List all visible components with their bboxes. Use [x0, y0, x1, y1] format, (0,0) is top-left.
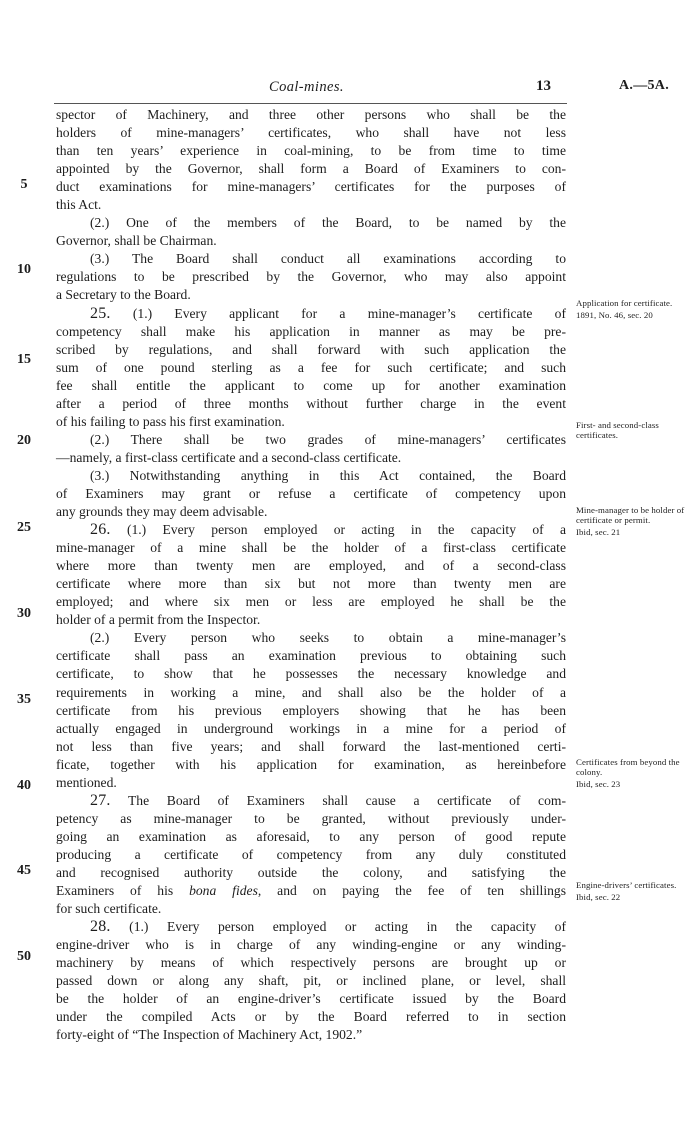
text-line: petency as mine-manager to be granted, without previously under-: [56, 810, 566, 826]
text-line: (2.) There shall be two grades of mine-managers’ certificates: [90, 431, 566, 447]
text-line: certificate where more than six but not more than twenty men are: [56, 576, 566, 592]
text-line: actually engaged in underground workings in a mine for a period of: [56, 720, 566, 736]
text-line: holders of mine-managers’ certificates, who shall have not less: [56, 125, 566, 141]
text-line: competency shall make his application in manner as may be pre-: [56, 323, 566, 339]
section-number: 28.: [90, 918, 111, 936]
margin-note-ref: Ibid, sec. 23: [576, 779, 621, 790]
section-26-line: [56, 521, 566, 539]
margin-note-title: Mine-manager to be holder of certificate or permit.: [576, 505, 685, 526]
text-line: (1.) Every applicant for a mine-manager’s certificate of: [132, 305, 566, 321]
page-number: 13: [536, 78, 551, 94]
text-line: certificate shall pass an examination previous to obtaining such: [56, 648, 566, 664]
text-line: producing a certificate of competency from any duly constituted: [56, 846, 566, 862]
line-number: 15: [17, 352, 31, 367]
line-number: 45: [17, 863, 31, 878]
text-line: (3.) The Board shall conduct all examinations according to: [90, 251, 566, 267]
text-line: duct examinations for mine-managers’ certificates for the purposes of: [56, 179, 566, 195]
text-line: mine-manager of a mine shall be the holder of a first-class certificate: [56, 540, 566, 556]
text-line: this Act.: [56, 197, 102, 213]
text-line: regulations to be prescribed by the Governor, who may also appoint: [56, 269, 566, 285]
text-line: than ten years’ experience in coal-mining, to be from time to time: [56, 143, 566, 159]
section-number: 27.: [90, 791, 111, 809]
text-line: spector of Machinery, and three other persons who shall be the: [56, 107, 566, 122]
text-line: mentioned.: [56, 774, 117, 790]
text-line: and recognised authority outside the colony, and satisfying the: [56, 864, 566, 880]
margin-note-title: Certificates from beyond the colony.: [576, 757, 680, 778]
line-number: 30: [17, 606, 31, 621]
text-line: requirements in working a mine, and shall also be the holder of a: [56, 684, 566, 700]
margin-note-engine-drivers: [576, 880, 696, 902]
text-line: (2.) Every person who seeks to obtain a mine-manager’s: [90, 630, 566, 646]
text-line: of his failing to pass his first examination.: [56, 413, 285, 429]
margin-note-ref: Ibid, sec. 22: [576, 892, 621, 903]
text-line: (1.) Every person employed or acting in the capacity of a: [126, 522, 566, 538]
text-line: sum of one pound sterling as a fee for such certificate; and such: [56, 359, 566, 375]
margin-note-title: Application for certificate.: [576, 298, 673, 308]
text-line: —namely, a first-class certificate and a second-class certificate.: [56, 449, 402, 465]
text-line: Governor, shall be Chairman.: [56, 233, 217, 249]
header-rule: [54, 103, 567, 104]
bona-fides-line: [56, 882, 566, 900]
line-number: 5: [20, 177, 28, 192]
text-line: (2.) One of the members of the Board, to be named by the: [90, 215, 566, 231]
section-number: 26.: [90, 521, 111, 539]
body-text: [56, 106, 566, 1044]
text-line: ficate, together with his application for examination, as hereinbefore: [56, 756, 566, 772]
text-line: engine-driver who is in charge of any winding-engine or any winding-: [56, 937, 566, 953]
text-line: after a period of three months without further charge in the event: [56, 395, 566, 411]
margin-note-beyond-colony: [576, 757, 696, 790]
text-line: where more than twenty men are employed, and of a second-class: [56, 558, 566, 574]
section-27-line: [56, 792, 566, 810]
text-line: passed down or along any shaft, pit, or inclined plane, or level, shall: [56, 973, 566, 989]
line-number: 40: [17, 778, 31, 793]
margin-note-ref: Ibid, sec. 21: [576, 527, 621, 538]
text-line: certificate, to show that he possesses the necessary knowledge and: [56, 666, 566, 682]
margin-note-application: [576, 298, 696, 320]
italic-term: bona fides: [189, 883, 258, 899]
text-line: machinery by means of which respectively persons are brought up or: [56, 955, 566, 971]
text-line: of Examiners may grant or refuse a certificate of competency upon: [56, 485, 566, 501]
text-line: be the holder of an engine-driver’s certificate issued by the Board: [56, 991, 566, 1007]
margin-note-title: Engine-drivers’ certificates.: [576, 880, 677, 890]
text-line: The Board of Examiners shall cause a certificate of com-: [128, 792, 566, 808]
text-line: holder of a permit from the Inspector.: [56, 612, 261, 628]
text-line: not less than five years; and shall forward the last-mentioned certi-: [56, 738, 566, 754]
text-segment: , and on paying the fee of ten shillings: [257, 883, 566, 899]
text-line: any grounds they may deem advisable.: [56, 504, 268, 520]
section-25-line: [56, 305, 566, 323]
text-line: under the compiled Acts or by the Board referred to in section: [56, 1009, 566, 1025]
section-28-line: [56, 918, 566, 936]
text-line: (3.) Notwithstanding anything in this Act contained, the Board: [90, 467, 566, 483]
page-title: Coal-mines.: [269, 79, 344, 95]
text-line: appointed by the Governor, shall form a Board of Examiners to con-: [56, 161, 566, 177]
text-line: a Secretary to the Board.: [56, 287, 191, 303]
line-number: 20: [17, 433, 31, 448]
margin-note-ref: 1891, No. 46, sec. 20: [576, 310, 653, 321]
line-number: 35: [17, 692, 31, 707]
text-line: employed; and where six men or less are employed he shall be the: [56, 594, 566, 610]
text-line: certificate from his previous employers showing that he has been: [56, 702, 566, 718]
line-number: 10: [17, 262, 31, 277]
text-line: fee shall entitle the applicant to come up for another examination: [56, 377, 566, 393]
margin-note-grades: [576, 420, 696, 440]
document-code: A.—5A.: [619, 78, 670, 93]
text-line: (1.) Every person employed or acting in the capacity of: [129, 919, 566, 935]
text-segment: Examiners of his: [56, 883, 174, 899]
line-number: 25: [17, 520, 31, 535]
text-line: forty-eight of “The Inspection of Machinery Act, 1902.”: [56, 1027, 363, 1043]
line-number: 50: [17, 949, 31, 964]
section-number: 25.: [90, 304, 111, 322]
text-line: for such certificate.: [56, 901, 162, 917]
text-line: scribed by regulations, and shall forward with such application the: [56, 341, 566, 357]
text-line: going an examination as aforesaid, to any person of good repute: [56, 828, 566, 844]
margin-note-mine-manager: [576, 505, 696, 538]
margin-note-title: First- and second-class certificates.: [576, 420, 659, 441]
